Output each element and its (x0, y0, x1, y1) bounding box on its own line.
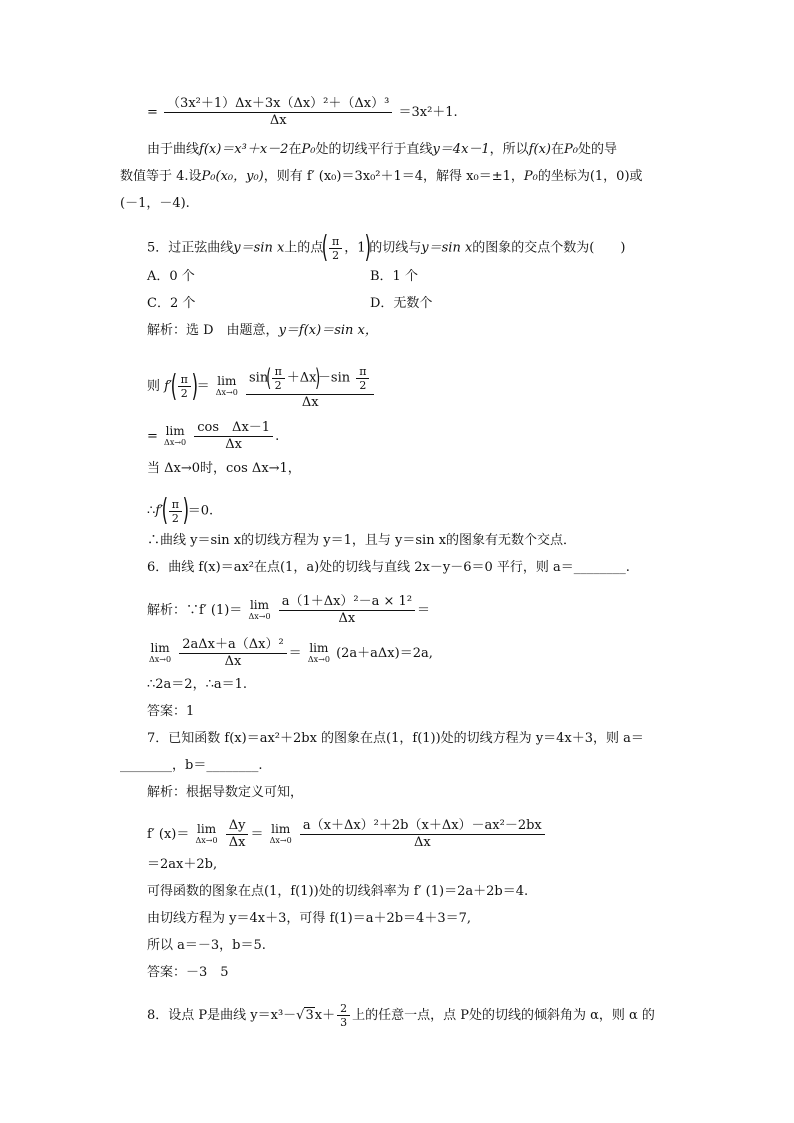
fraction (178, 373, 191, 400)
answer-line: 答案：1 (147, 704, 195, 719)
lim-text: lim (309, 640, 329, 655)
limit-operator (270, 823, 292, 847)
text: ，1 (344, 240, 366, 256)
fraction (246, 362, 375, 411)
therefore-sign: ∴ (147, 503, 156, 519)
fraction-denominator: 2 (171, 511, 179, 525)
limit-operator (164, 425, 186, 449)
limit-operator (308, 642, 330, 666)
fraction-numerator: π (356, 365, 369, 379)
lim-subscript: Δx→0 (164, 437, 187, 447)
fraction-numerator: a（1＋Δx）²－a × 1² (279, 594, 415, 611)
text: 解析：选 D 由题意， (147, 323, 279, 338)
text: ，则有 f′ (x₀)＝3x₀²＋1＝4，解得 x₀＝±1， (263, 169, 524, 184)
solution-limit-line (147, 818, 547, 851)
sqrt-sign: √ (296, 1008, 305, 1023)
paragraph-line (120, 195, 190, 213)
solution-limit-line (147, 362, 376, 411)
fraction (194, 420, 273, 453)
text: 由于曲线 (147, 142, 200, 157)
fraction (329, 235, 342, 262)
derivative-symbol: f′ (164, 379, 172, 394)
lim-text: lim (217, 373, 237, 388)
fraction (169, 498, 182, 525)
equals-sign: ＝ (288, 646, 302, 661)
equals-sign: ＝ (250, 827, 264, 842)
fraction (356, 365, 369, 392)
lim-text: lim (150, 640, 170, 655)
lim-text: lim (165, 423, 185, 438)
option-a: A．0 个 (147, 269, 195, 284)
right-paren: ) (364, 230, 371, 265)
equals-sign: = (147, 429, 158, 444)
fraction-denominator: Δx (301, 395, 319, 410)
function-expr: f(x)＝x³＋x－2 (199, 142, 289, 157)
text: (－1，－4). (120, 196, 190, 211)
line-expr: y＝4x－1 (432, 142, 490, 157)
text: 在 (288, 142, 302, 157)
left-paren: ( (321, 230, 329, 265)
text: . (275, 429, 280, 444)
text: 处的切线平行于直线 (315, 142, 433, 157)
sqrt-radicand: 3 (305, 1008, 314, 1023)
lim-text: lim (249, 597, 270, 612)
lim-subscript: Δx→0 (215, 387, 238, 397)
solution-line (147, 322, 378, 340)
text: y＝f(x)＝sin x， (278, 323, 378, 338)
fraction-denominator: Δx (228, 835, 246, 850)
solution-line: ＝2ax＋2b, (147, 857, 218, 872)
text: 5．过正弦曲线 (147, 240, 234, 256)
fraction-denominator: Δx (269, 113, 287, 128)
fraction-numerator: Δy (226, 818, 249, 835)
right-paren: ) (314, 364, 320, 392)
question-6-stem: 6．曲线 f(x)＝ax²在点(1，a)处的切线与直线 2x－y－6＝0 平行，则 a＝________. (147, 560, 630, 575)
function-expr: f(x) (528, 142, 551, 157)
fraction (179, 637, 286, 670)
derivative-symbol: f′ (155, 503, 164, 519)
fraction-numerator (246, 362, 375, 395)
fraction-denominator: 2 (180, 387, 188, 400)
solution-limit-line-2 (147, 420, 279, 453)
fraction-numerator: （3x²＋1）Δx＋3x（Δx）²＋（Δx）³ (164, 96, 392, 113)
fraction-numerator: π (329, 235, 342, 249)
fraction (226, 818, 249, 851)
text: x＋ (314, 1008, 336, 1023)
fraction-denominator: 2 (359, 378, 367, 392)
solution-line: 解析：根据导数定义可知， (147, 785, 304, 800)
solution-line: 可得函数的图象在点(1，f(1))处的切线斜率为 f′ (1)＝2a＋2b＝4. (147, 884, 529, 899)
left-paren: ( (161, 493, 169, 528)
curve-expr: y＝sin x (233, 240, 285, 256)
text: 8．设点 P是曲线 y＝x³－ (147, 1008, 297, 1023)
fraction-numerator: π (169, 498, 182, 512)
fraction-numerator: π (272, 365, 285, 379)
text: ，所以 (489, 142, 529, 157)
fraction-denominator: Δx (338, 611, 356, 626)
solution-line: 由切线方程为 y＝4x＋3，可得 f(1)＝a＋2b＝4＋3＝7, (147, 911, 471, 926)
point-label: P₀ (301, 142, 316, 157)
equation-result: ＝3x²＋1. (398, 105, 458, 120)
lim-subscript: Δx→0 (269, 835, 292, 845)
lim-subscript: Δx→0 (248, 611, 271, 621)
fraction-numerator: cos Δx－1 (194, 420, 273, 437)
fraction-denominator: 2 (332, 248, 340, 262)
point-label: P₀ (564, 142, 578, 157)
text: 的切线与 (369, 240, 422, 256)
solution-line: ∴2a＝2，∴a＝1. (147, 677, 247, 692)
limit-operator (196, 823, 218, 847)
question-7-stem: 7．已知函数 f(x)＝ax²＋2bx 的图象在点(1，f(1))处的切线方程为 y＝4x＋3，则 a＝ (147, 731, 644, 746)
fraction-denominator: Δx (224, 654, 242, 669)
limit-operator (149, 642, 171, 666)
right-paren: ) (191, 368, 198, 404)
solution-line (147, 495, 213, 527)
text: －sin (317, 370, 351, 386)
equals-sign: ＝ (196, 379, 210, 394)
text: ＋Δx (286, 370, 317, 386)
solution-limit-line (147, 637, 433, 670)
lim-text: lim (271, 821, 291, 836)
text: sin (248, 370, 269, 386)
equals-sign: ＝ (417, 603, 431, 618)
solution-limit-line (147, 594, 430, 627)
equation-line-1 (147, 96, 458, 129)
text: 处的导 (577, 142, 617, 157)
fraction (300, 818, 545, 851)
text: ＝0. (187, 503, 214, 519)
limit-operator (248, 599, 270, 623)
limit-operator (216, 375, 238, 399)
fraction (272, 365, 285, 392)
text: 的坐标为(1，0)或 (537, 169, 643, 184)
lim-subscript: Δx→0 (195, 835, 218, 845)
question-7-stem-cont: ________，b＝________. (120, 758, 263, 773)
equals-sign: = (147, 105, 158, 120)
left-paren: ( (170, 368, 178, 404)
option-c: C．2 个 (147, 296, 196, 311)
text: 解析：∵f′ (1)＝ (147, 603, 243, 618)
fraction (164, 96, 392, 129)
fraction (337, 1002, 350, 1029)
question-8-stem (147, 1002, 655, 1029)
option-d: D．无数个 (370, 296, 433, 311)
paragraph-line (147, 141, 617, 159)
text: (2a＋aΔx)＝2a, (336, 646, 433, 661)
fraction (279, 594, 415, 627)
lim-text: lim (197, 821, 217, 836)
option-b: B．1 个 (370, 269, 418, 284)
fraction-denominator: 2 (274, 378, 282, 392)
right-paren: ) (182, 493, 190, 528)
fraction-denominator: Δx (225, 437, 243, 452)
text: 上的点 (284, 240, 324, 256)
fraction-numerator: 2 (337, 1002, 350, 1016)
solution-line: 当 Δx→0时，cos Δx→1， (147, 461, 301, 476)
text: f′ (x)＝ (147, 827, 190, 842)
fraction-numerator: 2aΔx＋a（Δx）² (179, 637, 286, 654)
lim-subscript: Δx→0 (149, 654, 172, 664)
point-label: P₀(x₀，y₀) (201, 169, 264, 184)
fraction-numerator: a（x＋Δx）²＋2b（x＋Δx）－ax²－2bx (300, 818, 545, 835)
paragraph-line (120, 168, 643, 186)
lim-subscript: Δx→0 (307, 654, 330, 664)
text: 数值等于 4.设 (120, 169, 202, 184)
fraction-numerator: π (178, 373, 191, 387)
point-label: P₀ (523, 169, 538, 184)
answer-line: 答案：－3 5 (147, 965, 229, 980)
fraction-denominator: 3 (340, 1016, 348, 1029)
question-5-stem (147, 232, 625, 264)
solution-line: 所以 a＝－3，b＝5. (147, 938, 266, 953)
text: 上的任意一点，点 P处的切线的倾斜角为 α，则 α 的 (352, 1008, 655, 1023)
left-paren: ( (266, 364, 272, 392)
curve-expr: y＝sin x (421, 240, 473, 256)
solution-line: ∴曲线 y＝sin x的切线方程为 y＝1，且与 y＝sin x的图象有无数个交点． (147, 533, 577, 548)
text: 则 (147, 379, 161, 394)
fraction-denominator: Δx (413, 835, 431, 850)
text: 在 (550, 142, 564, 157)
text: 的图象的交点个数为( ) (472, 240, 626, 256)
